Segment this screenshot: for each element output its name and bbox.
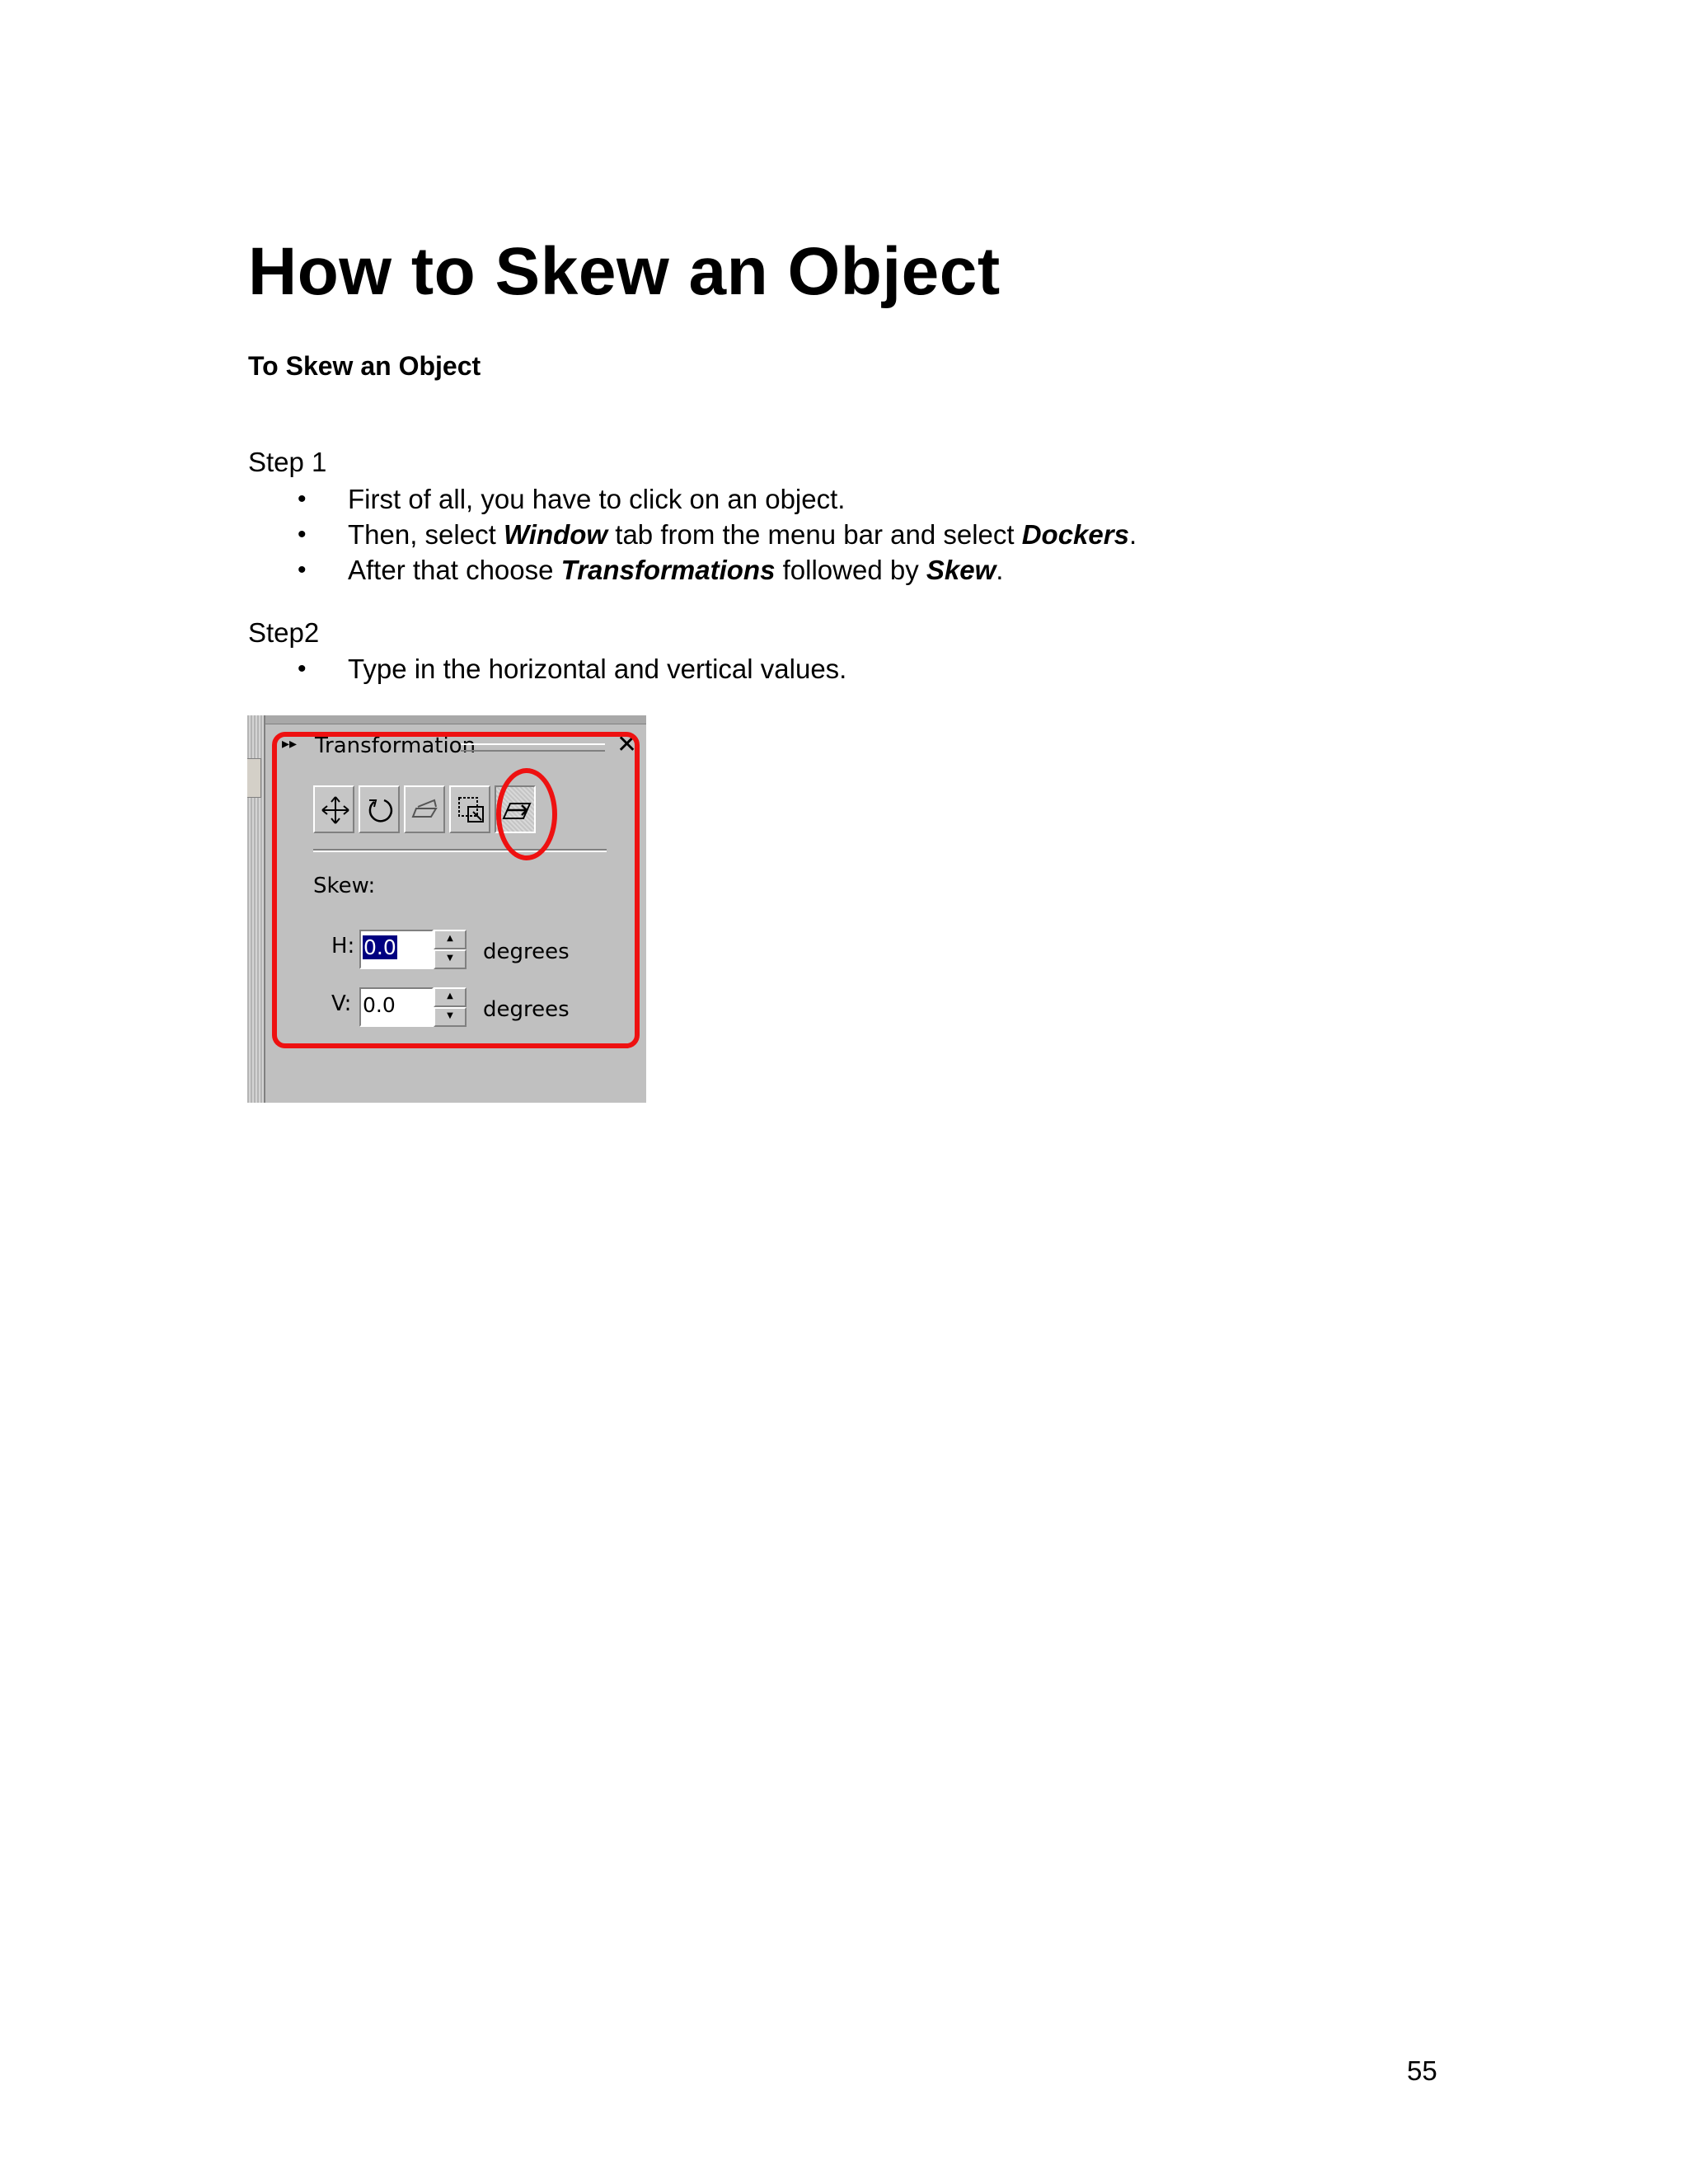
h-unit: degrees — [483, 940, 570, 964]
bullet-text — [348, 517, 1137, 552]
text-run: After that choose — [348, 555, 561, 585]
page-number: 55 — [1407, 2055, 1437, 2086]
transformation-docker-screenshot — [247, 715, 646, 1103]
h-value-selection: 0.0 — [363, 935, 396, 959]
v-value-input[interactable]: 0.0 — [359, 987, 434, 1027]
h-down-arrow-icon[interactable]: ▼ — [434, 949, 467, 969]
bullet-icon: • — [298, 556, 307, 583]
emphasized-term: Skew — [926, 555, 996, 585]
docker-side-button[interactable] — [247, 758, 261, 798]
text-run: . — [1128, 519, 1137, 550]
v-down-arrow-icon[interactable]: ▼ — [434, 1007, 467, 1027]
highlight-circle — [496, 768, 557, 860]
bullet-text — [348, 651, 846, 687]
page-title: How to Skew an Object — [248, 234, 1001, 309]
docker-title: Transformation — [315, 733, 476, 758]
v-unit: degrees — [483, 997, 570, 1022]
close-icon[interactable]: ✕ — [617, 730, 638, 759]
h-up-arrow-icon[interactable]: ▲ — [434, 930, 467, 949]
bullet-icon: • — [298, 655, 307, 682]
text-run: First of all, you have to click on an object. — [348, 484, 846, 514]
text-run: Then, select — [348, 519, 504, 550]
v-label: V: — [331, 991, 352, 1016]
text-run: followed by — [775, 555, 926, 585]
emphasized-term: Dockers — [1021, 519, 1129, 550]
step-2-label: Step2 — [248, 617, 320, 648]
bullet-icon: • — [298, 485, 307, 513]
text-run: . — [996, 555, 1004, 585]
bullet-icon: • — [298, 521, 307, 548]
bullet-text — [348, 552, 1003, 588]
docker-expand-icon[interactable]: ▸▸ — [282, 735, 298, 752]
h-label: H: — [331, 934, 355, 958]
bullet-text — [348, 481, 845, 517]
step-1-label: Step 1 — [248, 447, 327, 477]
text-run: Type in the horizontal and vertical values. — [348, 654, 847, 684]
text-run: tab from the menu bar and select — [607, 519, 1022, 550]
emphasized-term: Window — [503, 519, 608, 550]
highlight-rectangle — [272, 732, 640, 1048]
section-heading: To Skew an Object — [248, 351, 481, 381]
skew-label: Skew: — [313, 874, 376, 898]
emphasized-term: Transformations — [560, 555, 776, 585]
v-up-arrow-icon[interactable]: ▲ — [434, 987, 467, 1007]
toolbar-strip — [247, 715, 646, 724]
